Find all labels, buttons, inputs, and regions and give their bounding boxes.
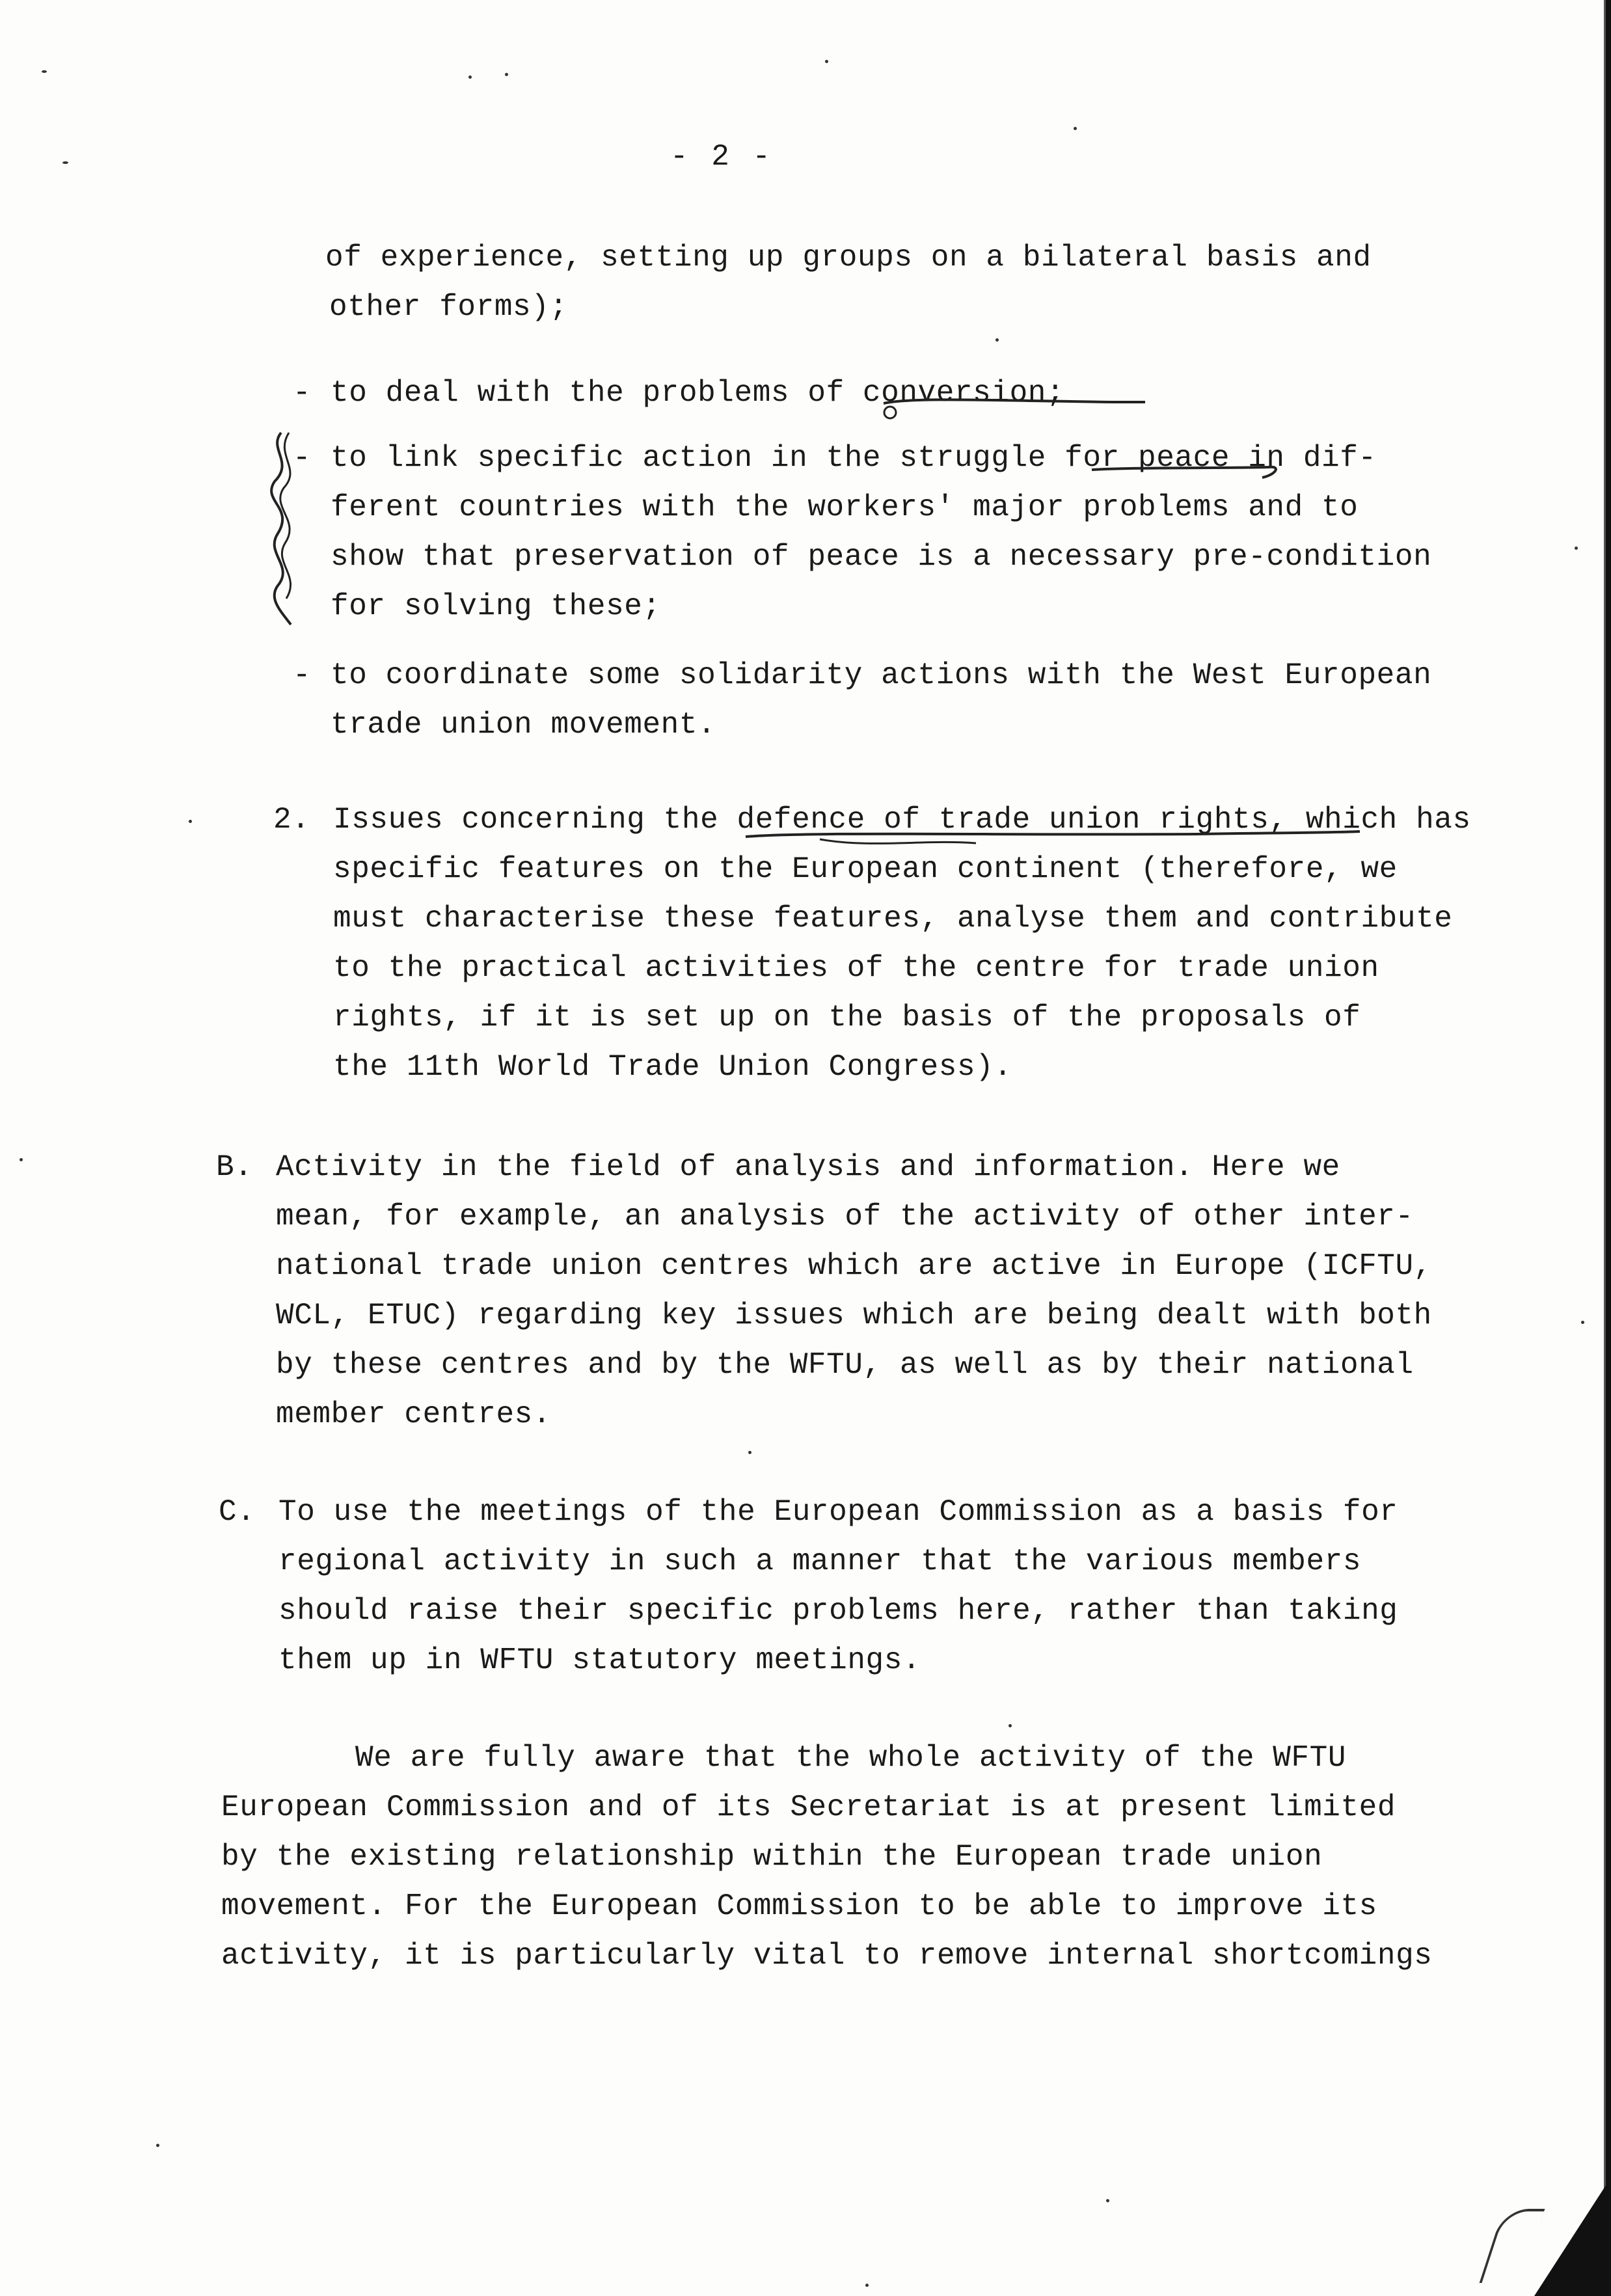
scan-speck	[42, 70, 47, 73]
bullet-dash: -	[293, 441, 311, 475]
item-2-line-3: must characterise these features, analyse them and contribute	[333, 902, 1453, 936]
section-c-letter: C.	[219, 1495, 256, 1529]
bullet-solidarity-line-2: trade union movement.	[331, 708, 716, 742]
section-b-line-4: WCL, ETUC) regarding key issues which are being dealt with both	[276, 1299, 1432, 1332]
continuation-line-1: of experience, setting up groups on a bilateral basis and	[325, 241, 1372, 275]
scan-speck	[1074, 127, 1077, 130]
closing-line-5: activity, it is particularly vital to remove internal shortcomings	[221, 1939, 1433, 1973]
closing-line-4: movement. For the European Commission to be able to improve its	[221, 1889, 1377, 1923]
scan-speck	[20, 1158, 23, 1161]
closing-line-2: European Commission and of its Secretariat is at present limited	[221, 1790, 1396, 1824]
page-number: - 2 -	[670, 140, 774, 174]
item-2-line-5: rights, if it is set up on the basis of the proposals of	[333, 1001, 1361, 1034]
scan-speck	[62, 161, 68, 164]
scan-speck	[1009, 1724, 1012, 1727]
closing-line-1: We are fully aware that the whole activity of the WFTU	[355, 1741, 1347, 1775]
scan-edge-shadow	[1606, 0, 1611, 2296]
scan-speck	[1575, 547, 1578, 550]
item-2-line-6: the 11th World Trade Union Congress).	[333, 1050, 1012, 1084]
section-b-line-3: national trade union centres which are active in Europe (ICFTU,	[276, 1249, 1432, 1283]
scan-speck	[505, 73, 508, 76]
section-c-line-1: To use the meetings of the European Commission as a basis for	[278, 1495, 1398, 1529]
scan-speck	[189, 820, 192, 823]
section-b-line-5: by these centres and by the WFTU, as well as by their national	[276, 1348, 1414, 1382]
section-c-line-4: them up in WFTU statutory meetings.	[278, 1643, 921, 1677]
scan-speck	[1581, 1321, 1584, 1324]
bullet-peace-line-4: for solving these;	[331, 589, 661, 623]
item-2-line-4: to the practical activities of the centre for trade union	[333, 951, 1379, 985]
scan-speck	[1106, 2199, 1109, 2202]
scan-speck	[995, 338, 999, 342]
scan-speck	[156, 2144, 159, 2147]
closing-line-3: by the existing relationship within the European trade union	[221, 1840, 1323, 1874]
bullet-peace-line-2: ferent countries with the workers' major problems and to	[331, 491, 1359, 524]
scan-edge-line	[1604, 0, 1606, 2296]
page-corner-fold	[1534, 2185, 1606, 2296]
section-b-line-1: Activity in the field of analysis and information. Here we	[276, 1150, 1340, 1184]
bullet-solidarity-line-1: to coordinate some solidarity actions with the West European	[331, 658, 1432, 692]
section-c-line-2: regional activity in such a manner that the various members	[278, 1545, 1362, 1578]
bullet-peace-line-3: show that preservation of peace is a necessary pre-condition	[331, 540, 1432, 574]
bullet-dash: -	[293, 376, 311, 410]
item-2-number: 2.	[273, 803, 310, 837]
item-2-line-1: Issues concerning the defence of trade union rights, which has	[333, 803, 1471, 837]
section-b-line-2: mean, for example, an analysis of the activity of other inter-	[276, 1200, 1414, 1234]
bullet-dash: -	[293, 658, 311, 692]
item-2-line-2: specific features on the European continent (therefore, we	[333, 852, 1398, 886]
scan-speck	[865, 2284, 869, 2287]
scan-speck	[825, 60, 828, 63]
bullet-conversion-text: to deal with the problems of conversion;	[331, 376, 1065, 410]
continuation-line-2: other forms);	[329, 290, 568, 324]
section-b-letter: B.	[216, 1150, 253, 1184]
scan-speck	[468, 75, 472, 79]
section-c-line-3: should raise their specific problems here, rather than taking	[278, 1594, 1398, 1628]
scan-speck	[748, 1451, 751, 1454]
bullet-peace-line-1: to link specific action in the struggle for peace in dif-	[331, 441, 1377, 475]
section-b-line-6: member centres.	[276, 1398, 552, 1431]
